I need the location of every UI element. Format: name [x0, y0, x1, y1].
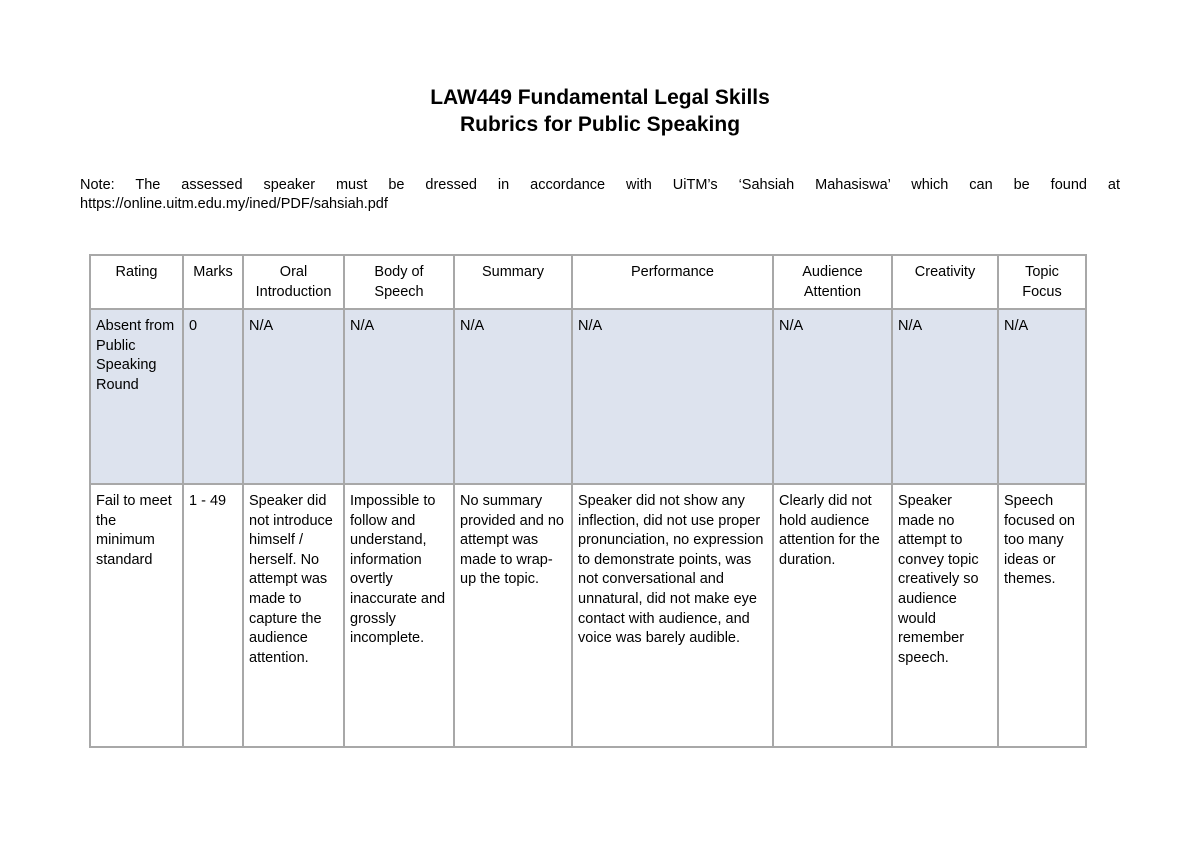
header-creativity: Creativity — [892, 255, 998, 309]
header-rating: Rating — [90, 255, 183, 309]
cell-body-of-speech — [344, 484, 454, 747]
cell-text: N/A — [898, 318, 923, 334]
cell-body-of-speech — [344, 309, 454, 484]
cell-text: Fail to meet the minimum standard — [96, 493, 172, 568]
cell-topic-focus — [998, 309, 1086, 484]
cell-audience-attention — [773, 484, 892, 747]
cell-marks — [183, 309, 243, 484]
cell-oral-introduction — [243, 309, 344, 484]
header-summary: Summary — [454, 255, 572, 309]
cell-text: No summary provided and no attempt was made to wrap-up the topic. — [460, 493, 564, 588]
header-performance: Performance — [572, 255, 773, 309]
header-audience-attention: Audience Attention — [773, 255, 892, 309]
cell-text: N/A — [578, 318, 603, 334]
table-header-row — [90, 255, 1086, 309]
rubric-table — [89, 254, 1087, 748]
cell-text: N/A — [350, 318, 375, 334]
table-row — [90, 484, 1086, 747]
cell-audience-attention — [773, 309, 892, 484]
cell-text: 1 - 49 — [189, 493, 227, 509]
cell-text: Speaker did not introduce himself / herself. No attempt was made to capture the audience attention. — [249, 493, 333, 666]
table-row — [90, 309, 1086, 484]
course-title: LAW449 Fundamental Legal Skills — [430, 86, 770, 109]
cell-text: Speech focused on too many ideas or themes. — [1004, 493, 1075, 588]
cell-text: N/A — [460, 318, 485, 334]
cell-text: Clearly did not hold audience attention for the duration. — [779, 493, 880, 568]
cell-text: N/A — [1004, 318, 1029, 334]
cell-rating — [90, 309, 183, 484]
header-body-of-speech: Body of Speech — [344, 255, 454, 309]
cell-text: Impossible to follow and understand, information overtly inaccurate and grossly incomplete. — [350, 493, 446, 647]
cell-topic-focus — [998, 484, 1086, 747]
header-marks: Marks — [183, 255, 243, 309]
cell-creativity — [892, 309, 998, 484]
cell-text: Absent from Public Speaking Round — [96, 318, 175, 393]
cell-performance — [572, 309, 773, 484]
cell-text: N/A — [779, 318, 804, 334]
cell-text: 0 — [189, 318, 198, 334]
cell-oral-introduction — [243, 484, 344, 747]
cell-text: N/A — [249, 318, 274, 334]
cell-summary — [454, 309, 572, 484]
rubric-title: Rubrics for Public Speaking — [459, 113, 741, 136]
cell-text: Speaker did not show any inflection, did not use proper pronunciation, no expression to demonstrate points, was not conversational and unnatural, did not make eye contact with audience, and voice was barely audible. — [578, 493, 764, 647]
header-oral-introduction: Oral Introduction — [243, 255, 344, 309]
cell-performance — [572, 484, 773, 747]
cell-rating — [90, 484, 183, 747]
cell-summary — [454, 484, 572, 747]
document-title — [0, 84, 1200, 138]
cell-text: Speaker made no attempt to convey topic creatively so audience would remember speech. — [898, 493, 979, 666]
header-topic-focus: Topic Focus — [998, 255, 1086, 309]
cell-creativity — [892, 484, 998, 747]
cell-marks — [183, 484, 243, 747]
dress-code-note: Note: The assessed speaker must be dressed in accordance with UiTM’s ‘Sahsiah Mahasiswa’ which can be found at https://online.uitm.edu.my/ined/PDF/sahsiah.pdf — [80, 177, 1120, 212]
